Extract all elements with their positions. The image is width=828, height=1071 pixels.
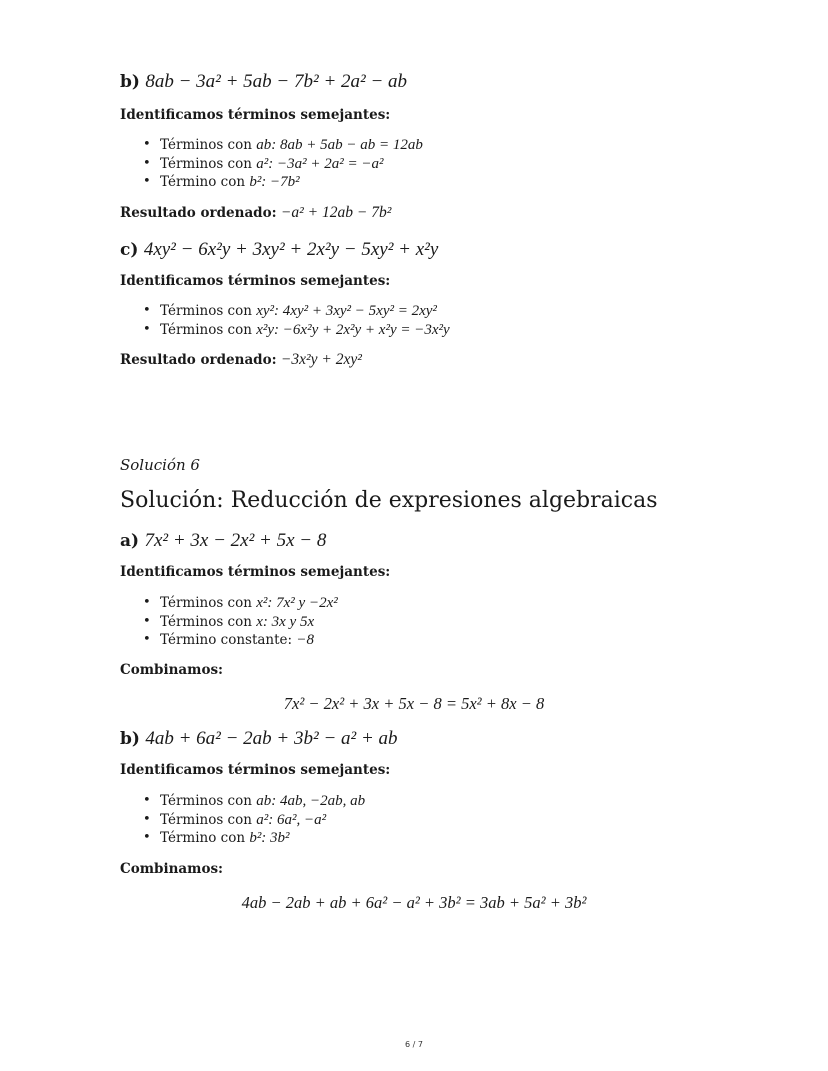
b-display-equation: 4ab − 2ab + ab + 6a² − a² + 3b² = 3ab + 5a² + 3b² bbox=[241, 893, 587, 912]
exercise-expression: 7x² + 3x − 2x² + 5x − 8 bbox=[144, 530, 327, 551]
list-item: • Términos con xy²: 4xy² + 3xy² − 5xy² = 2xy² bbox=[120, 302, 708, 321]
exercise-b-heading bbox=[120, 72, 708, 92]
list-item: • Términos con x: 3x y 5x bbox=[120, 613, 708, 632]
a-terms-list bbox=[120, 594, 708, 650]
c-result: Resultado ordenado: −3x²y + 2xy² bbox=[120, 351, 362, 368]
exercise-expression: 4ab + 6a² − 2ab + 3b² − a² + ab bbox=[145, 728, 398, 749]
b-result: Resultado ordenado: −a² + 12ab − 7b² bbox=[120, 204, 392, 221]
list-item: • Término constante: −8 bbox=[120, 631, 708, 650]
exercise-label: b) bbox=[120, 729, 140, 749]
solution-caption: Solución 6 bbox=[120, 456, 200, 474]
list-item: • Término con b²: −7b² bbox=[120, 173, 708, 192]
a-display-equation: 7x² − 2x² + 3x + 5x − 8 = 5x² + 8x − 8 bbox=[283, 694, 545, 713]
b2-terms-list bbox=[120, 792, 708, 848]
exercise-label: a) bbox=[120, 531, 140, 551]
page-number: 6 / 7 bbox=[405, 1040, 423, 1049]
list-item: • Término con b²: 3b² bbox=[120, 829, 708, 848]
b-terms-list bbox=[120, 136, 708, 192]
exercise-c-heading bbox=[120, 240, 708, 260]
exercise-b2-heading bbox=[120, 729, 708, 749]
exercise-expression: 8ab − 3a² + 5ab − 7b² + 2a² − ab bbox=[145, 71, 408, 92]
identify-heading: Identificamos términos semejantes: bbox=[120, 273, 391, 289]
list-item: • Términos con a²: −3a² + 2a² = −a² bbox=[120, 155, 708, 174]
list-item: • Términos con a²: 6a², −a² bbox=[120, 811, 708, 830]
c-terms-list bbox=[120, 302, 708, 339]
combine-heading: Combinamos: bbox=[120, 662, 224, 678]
list-item: • Términos con x²y: −6x²y + 2x²y + x²y = −3x²y bbox=[120, 321, 708, 340]
identify-heading: Identificamos términos semejantes: bbox=[120, 762, 391, 778]
page-title: Solución: Reducción de expresiones algebraicas bbox=[120, 488, 658, 513]
identify-heading: Identificamos términos semejantes: bbox=[120, 564, 391, 580]
list-item: • Términos con x²: 7x² y −2x² bbox=[120, 594, 708, 613]
list-item: • Términos con ab: 4ab, −2ab, ab bbox=[120, 792, 708, 811]
exercise-label: c) bbox=[120, 240, 139, 260]
exercise-expression: 4xy² − 6x²y + 3xy² + 2x²y − 5xy² + x²y bbox=[143, 239, 439, 260]
list-item: • Términos con ab: 8ab + 5ab − ab = 12ab bbox=[120, 136, 708, 155]
exercise-a-heading bbox=[120, 531, 708, 551]
exercise-label: b) bbox=[120, 72, 140, 92]
combine-heading: Combinamos: bbox=[120, 861, 224, 877]
identify-heading: Identificamos términos semejantes: bbox=[120, 107, 391, 123]
